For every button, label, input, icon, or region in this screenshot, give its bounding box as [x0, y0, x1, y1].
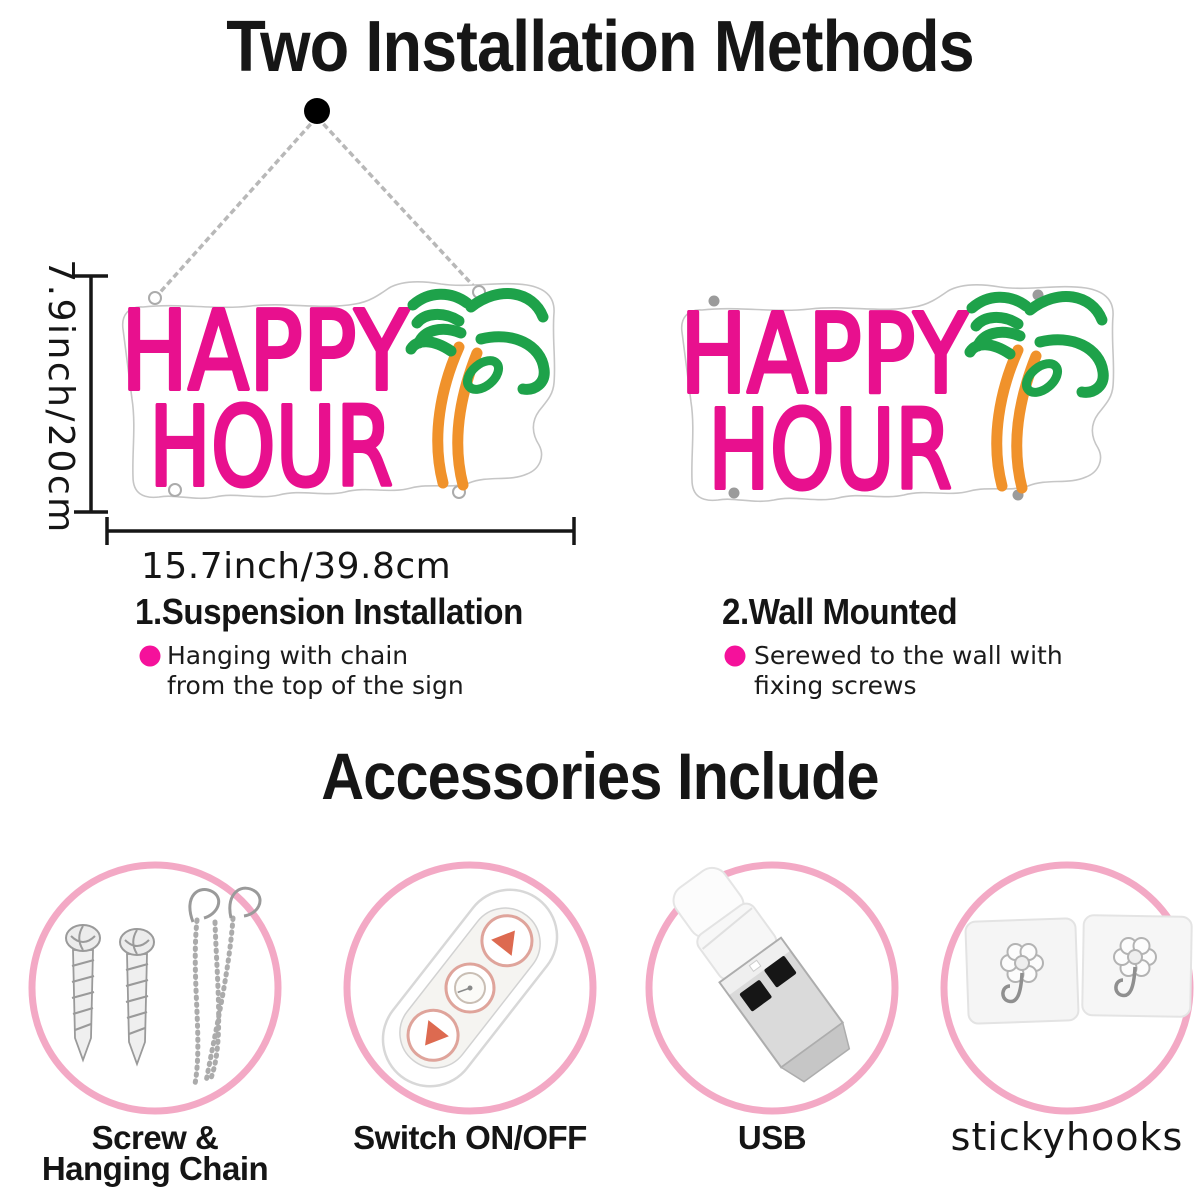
- height-dimension-label: 7.9inch/20cm: [40, 259, 81, 535]
- happy-hour-sign-wall-mounted: [666, 280, 1126, 512]
- method1-heading: 1.Suspension Installation: [135, 591, 523, 632]
- width-dimension-label: 15.7inch/39.8cm: [141, 546, 452, 587]
- accessory-switch: [340, 858, 600, 1156]
- accessory-label: Screw & Hanging Chain: [41, 1119, 269, 1187]
- accessory-label: Switch ON/OFF: [353, 1119, 587, 1156]
- page-title: Two Installation Methods: [226, 7, 974, 87]
- accessories-title: Accessories Include: [321, 739, 879, 813]
- method1-description-line1: Hanging with chain: [167, 641, 409, 670]
- method2-bullet-dot: [725, 646, 746, 667]
- adhesive-hook-pad: [1082, 915, 1192, 1017]
- sticky-hooks-icon: [937, 858, 1197, 1118]
- accessory-screw-chain: [25, 858, 285, 1187]
- screws-and-chain-icon: [25, 858, 285, 1118]
- hanging-chain-left: [155, 117, 317, 298]
- happy-hour-sign-suspended: [107, 277, 567, 509]
- method1-description-line2: from the top of the sign: [167, 671, 464, 700]
- method2-heading: 2.Wall Mounted: [722, 591, 958, 632]
- sign-word-hour: HOUR: [708, 386, 952, 512]
- sign-word-hour: HOUR: [149, 383, 393, 509]
- sign-word-happy: HAPPY: [121, 287, 410, 415]
- switch-remote-icon: [340, 858, 600, 1118]
- hanging-chain-right: [317, 117, 479, 292]
- ceiling-hook-dot: [304, 98, 330, 124]
- method1-bullet-dot: [140, 646, 161, 667]
- method2-description: [754, 641, 1063, 701]
- adhesive-hook-pad: [965, 918, 1078, 1024]
- accessory-usb: [642, 858, 902, 1156]
- sign-word-happy: HAPPY: [680, 290, 969, 418]
- accessory-label: stickyhooks: [950, 1115, 1184, 1159]
- method2-description-line2: fixing screws: [754, 671, 917, 700]
- accessory-stickyhooks: [937, 858, 1197, 1159]
- method2-description-line1: Serewed to the wall with: [754, 641, 1063, 670]
- method1-description: [167, 641, 464, 701]
- width-dimension-line: [107, 517, 574, 545]
- accessory-label: USB: [737, 1119, 807, 1156]
- usb-plug-icon: [642, 858, 902, 1118]
